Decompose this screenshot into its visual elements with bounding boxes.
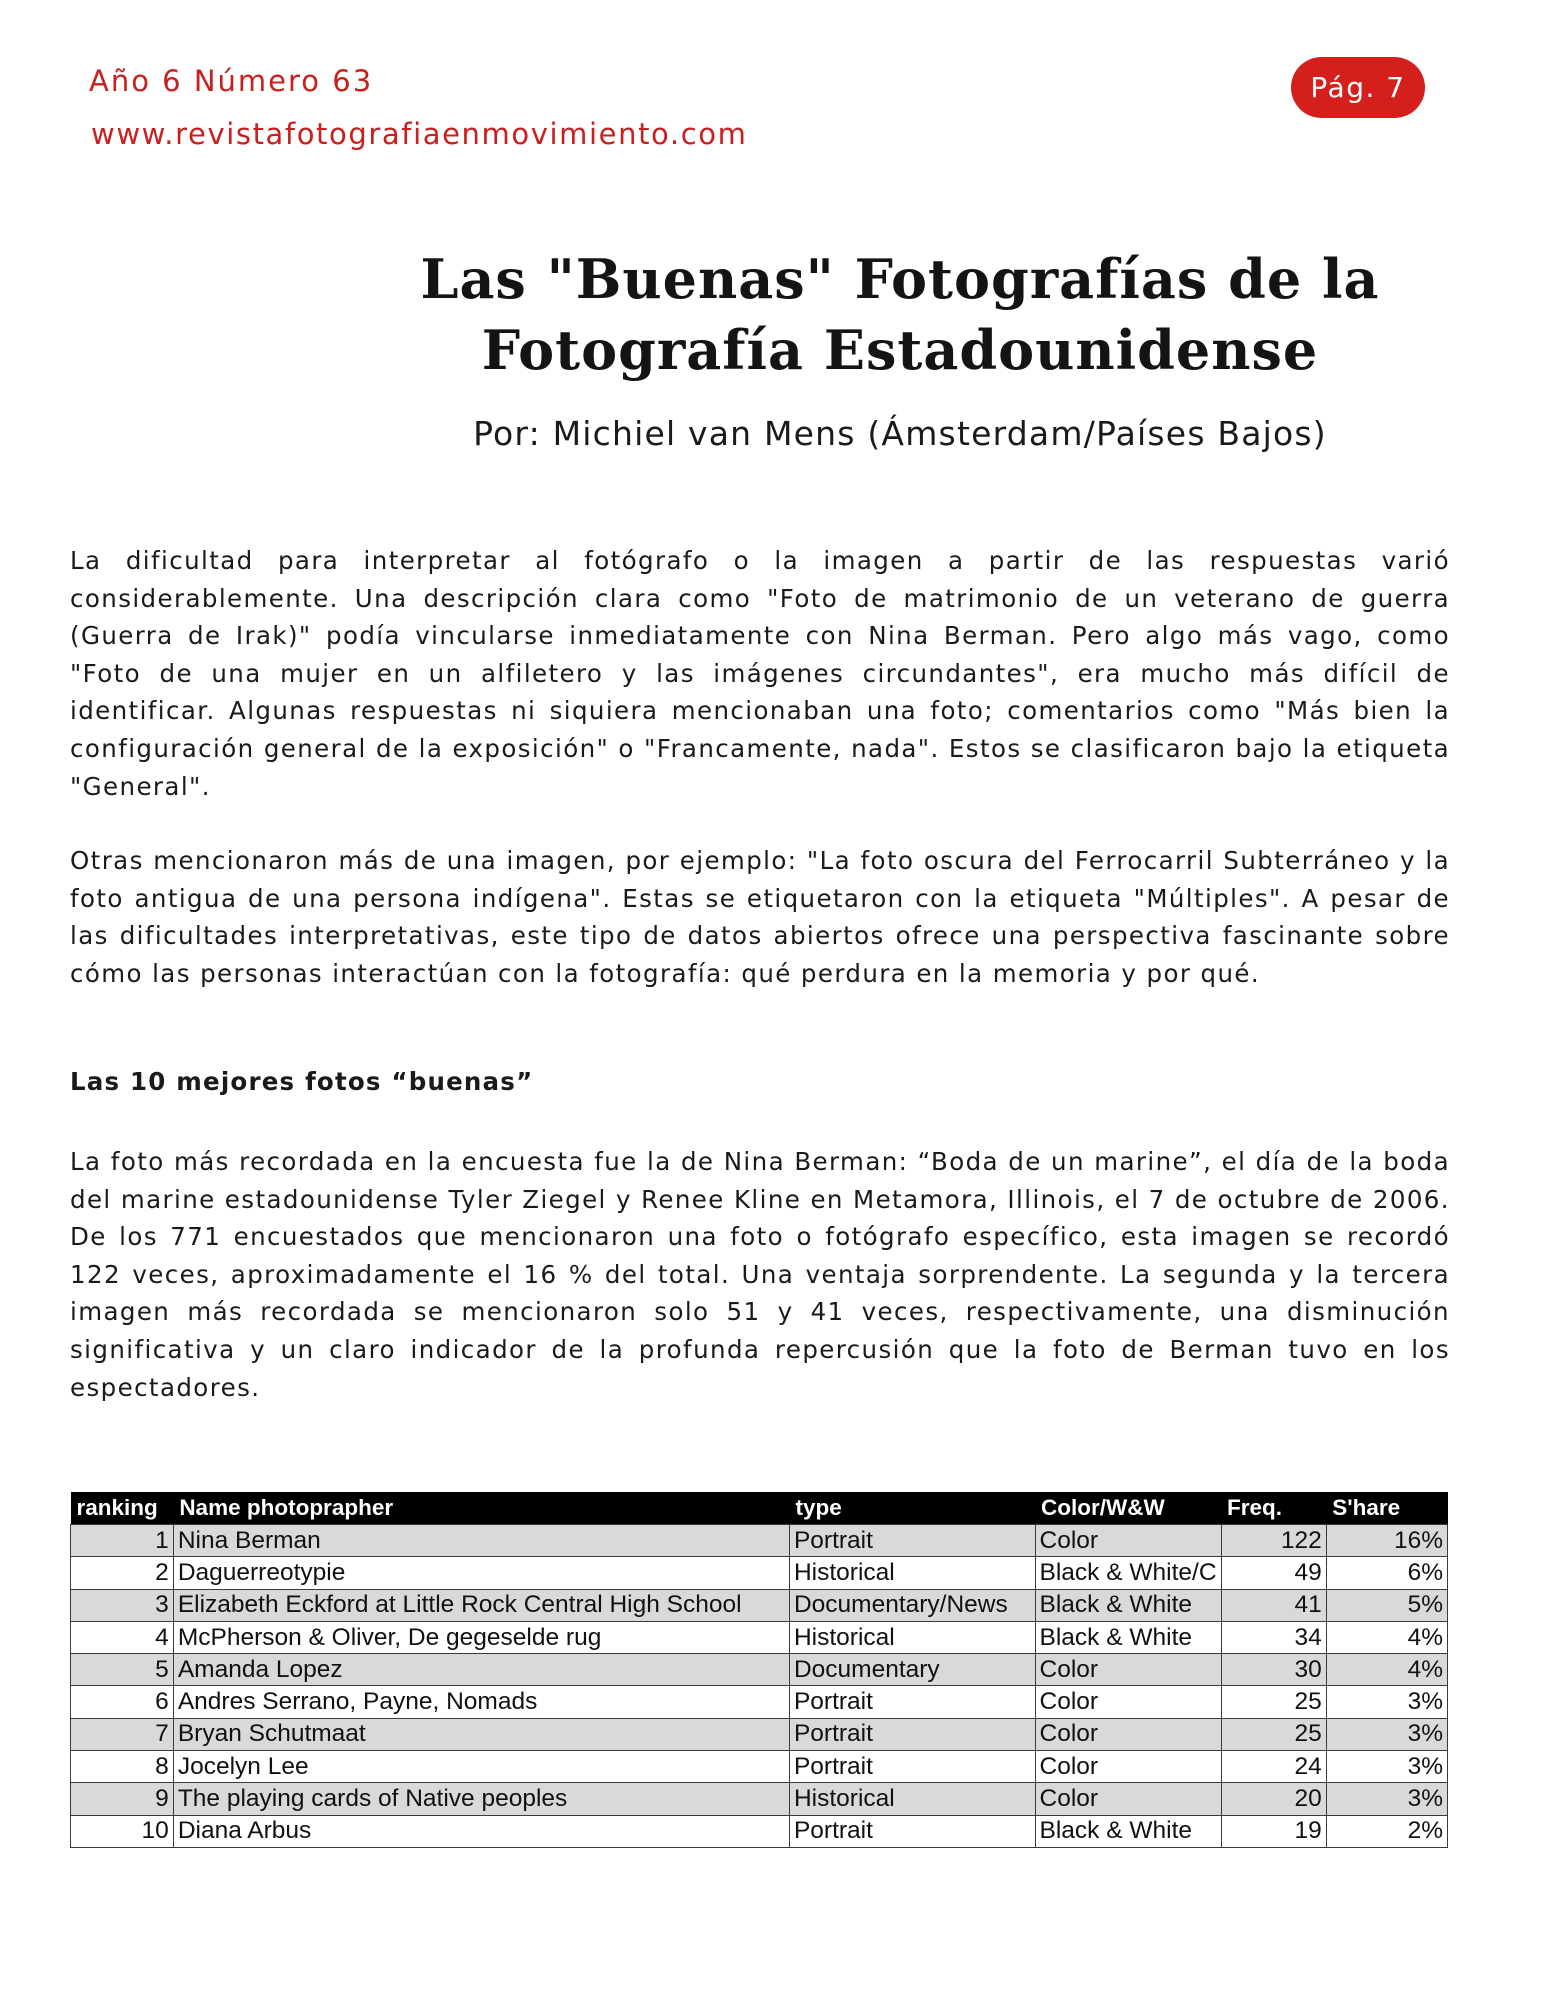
cell-rank: 4 [71, 1621, 174, 1653]
cell-color: Black & White [1035, 1815, 1221, 1847]
cell-type: Documentary/News [789, 1589, 1035, 1621]
cell-freq: 19 [1221, 1815, 1326, 1847]
cell-type: Documentary [789, 1654, 1035, 1686]
cell-color: Black & White [1035, 1589, 1221, 1621]
ranking-table [70, 1492, 1448, 1848]
cell-name: Nina Berman [173, 1525, 789, 1557]
cell-name: The playing cards of Native peoples [173, 1783, 789, 1815]
cell-type: Portrait [789, 1815, 1035, 1847]
cell-freq: 25 [1221, 1718, 1326, 1750]
cell-share: 3% [1326, 1718, 1447, 1750]
cell-type: Historical [789, 1621, 1035, 1653]
table-row [71, 1718, 1448, 1750]
cell-type: Portrait [789, 1751, 1035, 1783]
table-row [71, 1751, 1448, 1783]
cell-name: Amanda Lopez [173, 1654, 789, 1686]
table-row [71, 1654, 1448, 1686]
cell-freq: 24 [1221, 1751, 1326, 1783]
cell-rank: 3 [71, 1589, 174, 1621]
cell-rank: 2 [71, 1557, 174, 1589]
cell-type: Historical [789, 1783, 1035, 1815]
cell-name: Diana Arbus [173, 1815, 789, 1847]
table-row [71, 1525, 1448, 1557]
cell-name: Jocelyn Lee [173, 1751, 789, 1783]
issue-number: Año 6 Número 63 [89, 64, 374, 98]
cell-share: 5% [1326, 1589, 1447, 1621]
cell-freq: 30 [1221, 1654, 1326, 1686]
cell-share: 4% [1326, 1654, 1447, 1686]
cell-color: Black & White/C [1035, 1557, 1221, 1589]
cell-share: 3% [1326, 1751, 1447, 1783]
cell-color: Color [1035, 1783, 1221, 1815]
cell-rank: 9 [71, 1783, 174, 1815]
page-number-badge: Pág. 7 [1291, 57, 1425, 118]
cell-color: Color [1035, 1686, 1221, 1718]
cell-color: Color [1035, 1718, 1221, 1750]
article-title [420, 244, 1380, 386]
cell-name: Bryan Schutmaat [173, 1718, 789, 1750]
cell-share: 2% [1326, 1815, 1447, 1847]
cell-rank: 7 [71, 1718, 174, 1750]
cell-type: Portrait [789, 1686, 1035, 1718]
cell-share: 4% [1326, 1621, 1447, 1653]
section-subheading: Las 10 mejores fotos “buenas” [70, 1067, 534, 1096]
cell-type: Portrait [789, 1525, 1035, 1557]
paragraph-1: La dificultad para interpretar al fotógrafo o la imagen a partir de las respuestas varió considerablemente. Una descripción clara como "Foto de matrimonio de un veterano de guerra (Guerra de Irak)" podía vincularse inmediatamente con Nina Berman. Pero algo más vago, como "Foto de una mujer en un alfiletero y las imágenes circundantes", era mucho más difícil de identificar. Algunas respuestas ni siquiera mencionaban una foto; comentarios como "Más bien la configuración general de la exposición" o "Francamente, nada". Estos se clasificaron bajo la etiqueta "General". [70, 546, 1450, 801]
cell-share: 3% [1326, 1686, 1447, 1718]
cell-type: Portrait [789, 1718, 1035, 1750]
table-row [71, 1686, 1448, 1718]
table-row [71, 1783, 1448, 1815]
cell-share: 16% [1326, 1525, 1447, 1557]
table-row [71, 1621, 1448, 1653]
cell-share: 6% [1326, 1557, 1447, 1589]
cell-rank: 10 [71, 1815, 174, 1847]
cell-rank: 5 [71, 1654, 174, 1686]
cell-rank: 6 [71, 1686, 174, 1718]
cell-name: Elizabeth Eckford at Little Rock Central High School [173, 1589, 789, 1621]
table-row [71, 1815, 1448, 1847]
cell-freq: 34 [1221, 1621, 1326, 1653]
title-line-1: Las "Buenas" Fotografías de la [420, 247, 1380, 311]
cell-rank: 1 [71, 1525, 174, 1557]
cell-color: Black & White [1035, 1621, 1221, 1653]
author-byline: Por: Michiel van Mens (Ámsterdam/Países Bajos) [473, 414, 1327, 453]
header-share: S'hare [1326, 1492, 1447, 1525]
header-color: Color/W&W [1035, 1492, 1221, 1525]
website-url[interactable]: www.revistafotografiaenmovimiento.com [91, 117, 748, 151]
title-line-2: Fotografía Estadounidense [481, 318, 1319, 382]
header-ranking: ranking [71, 1492, 174, 1525]
cell-color: Color [1035, 1654, 1221, 1686]
table-row [71, 1557, 1448, 1589]
cell-freq: 49 [1221, 1557, 1326, 1589]
cell-name: Daguerreotypie [173, 1557, 789, 1589]
cell-freq: 122 [1221, 1525, 1326, 1557]
cell-color: Color [1035, 1751, 1221, 1783]
cell-name: Andres Serrano, Payne, Nomads [173, 1686, 789, 1718]
header-type: type [789, 1492, 1035, 1525]
cell-freq: 25 [1221, 1686, 1326, 1718]
cell-share: 3% [1326, 1783, 1447, 1815]
cell-name: McPherson & Oliver, De gegeselde rug [173, 1621, 789, 1653]
cell-color: Color [1035, 1525, 1221, 1557]
cell-type: Historical [789, 1557, 1035, 1589]
cell-rank: 8 [71, 1751, 174, 1783]
cell-freq: 41 [1221, 1589, 1326, 1621]
cell-freq: 20 [1221, 1783, 1326, 1815]
paragraph-3: La foto más recordada en la encuesta fue la de Nina Berman: “Boda de un marine”, el día de la boda del marine estadounidense Tyler Ziegel y Renee Kline en Metamora, Illinois, el 7 de octubre de 2006. De los 771 encuestados que mencionaron una foto o fotógrafo específico, esta imagen se recordó 122 veces, aproximadamente el 16 % del total. Una ventaja sorprendente. La segunda y la tercera imagen más recordada se mencionaron solo 51 y 41 veces, respectivamente, una disminución significativa y un claro indicador de la profunda repercusión que la foto de Berman tuvo en los espectadores. [70, 1147, 1450, 1402]
table-header-row [71, 1492, 1448, 1525]
header-freq: Freq. [1221, 1492, 1326, 1525]
paragraph-2: Otras mencionaron más de una imagen, por ejemplo: "La foto oscura del Ferrocarril Subterráneo y la foto antigua de una persona indígena". Estas se etiquetaron con la etiqueta "Múltiples". A pesar de las dificultades interpretativas, este tipo de datos abiertos ofrece una perspectiva fascinante sobre cómo las personas interactúan con la fotografía: qué perdura en la memoria y por qué. [70, 846, 1450, 988]
table-row [71, 1589, 1448, 1621]
header-name: Name photoprapher [173, 1492, 789, 1525]
